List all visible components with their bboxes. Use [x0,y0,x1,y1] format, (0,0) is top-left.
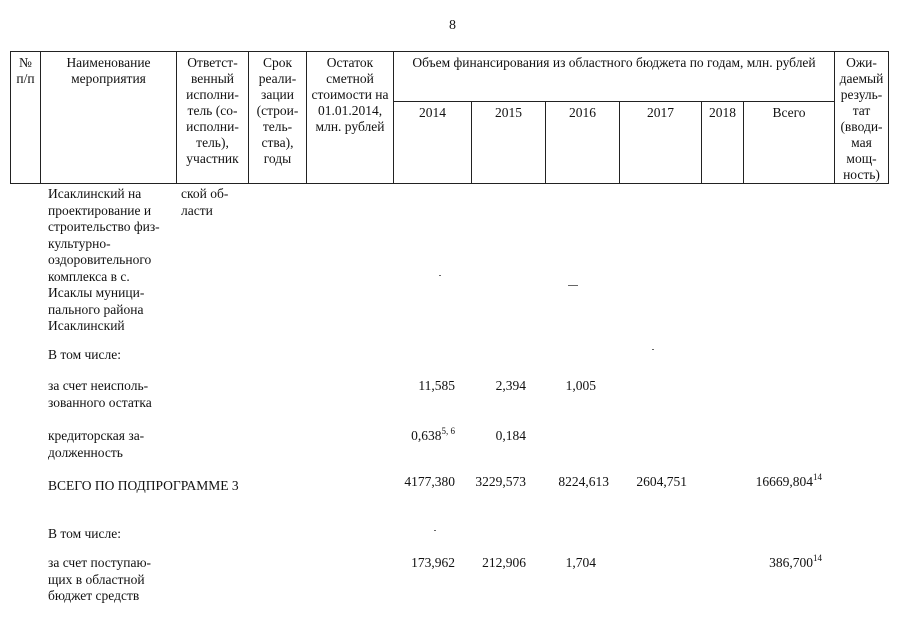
header-year: 2016 [546,102,620,184]
header-term: Срок реали- зации (строи- тель- ства), годы [249,52,307,184]
scan-speck [652,349,654,350]
header-year-total: Всего [744,102,835,184]
footnote-mark: 5, 6 [441,426,455,436]
header-year: 2017 [620,102,702,184]
header-year: 2018 [702,102,744,184]
header-year: 2014 [394,102,472,184]
table-header [10,51,889,184]
scan-speck [434,530,436,531]
header-remainder: Остаток сметной стоимости на 01.01.2014, млн. рублей [307,52,394,184]
header-expected: Ожи- даемый резуль- тат (вводи- мая мощ- ность) [835,52,889,184]
header-year: 2015 [472,102,546,184]
scan-speck [439,275,441,276]
scan-speck [568,285,578,286]
header-responsible: Ответст- венный исполни- тель (со- исполни- тель), участник [177,52,249,184]
header-num: № п/п [11,52,41,184]
header-financing-title: Объем финансирования из областного бюджета по годам, млн. рублей [394,52,835,102]
in-that-label-2: В том числе: [48,526,121,541]
project-name: Исаклинский на проектирование и строительство физ- культурно- оздоровительного комплекса в с. Исаклы муници- пального района Исаклинский [48,186,160,333]
document-page: 8 № п/п Наименование мероприятия Ответст- венный исполни- тель (со- исполни- тель), участник Срок реали- зации (строи- тель- ства), годы Остаток сметной стоимости на 01.01.2014, млн. рублей Объем финансирования из областного бюджета по годам, млн. рублей Ожи- даемый резуль- тат (вводи- мая мощ- ность) 2014 2015 2016 2017 2018 Всего Исаклинский на проектирование и строительство физ- культурно- оздоровительного комплекса в с. Исаклы муници- пального района Исаклинский ской об- ласти В том числе: за счет неисполь- зованного остатка 11,585 2,394 1,005 кредиторская за- долженность 0,638$^{5, 6}$ 0,184 ВСЕГО ПО ПОДПРОГРАММЕ 3 4177,380 3229,573 8224,613 2604,751 16669,804$^{14}$ В том числе: за счет поступаю- щих в областной бюджет средств 173,962 212,906 1,704 386,700$^{14}$ [0,0,905,640]
project-responsible: ской об- ласти [181,186,229,218]
footnote-mark: 14 [813,472,822,482]
unused-remainder-label: за счет неисполь- зованного остатка [48,378,152,410]
incoming-funds-label: за счет поступаю- щих в областной бюджет средств [48,555,152,603]
in-that-label: В том числе: [48,347,121,362]
accounts-payable-label: кредиторская за- долженность [48,428,145,460]
footnote-mark: 14 [813,553,822,563]
header-name: Наименование мероприятия [41,52,177,184]
page-number: 8 [449,18,456,33]
total-subprogram-label: ВСЕГО ПО ПОДПРОГРАММЕ 3 [48,478,239,493]
